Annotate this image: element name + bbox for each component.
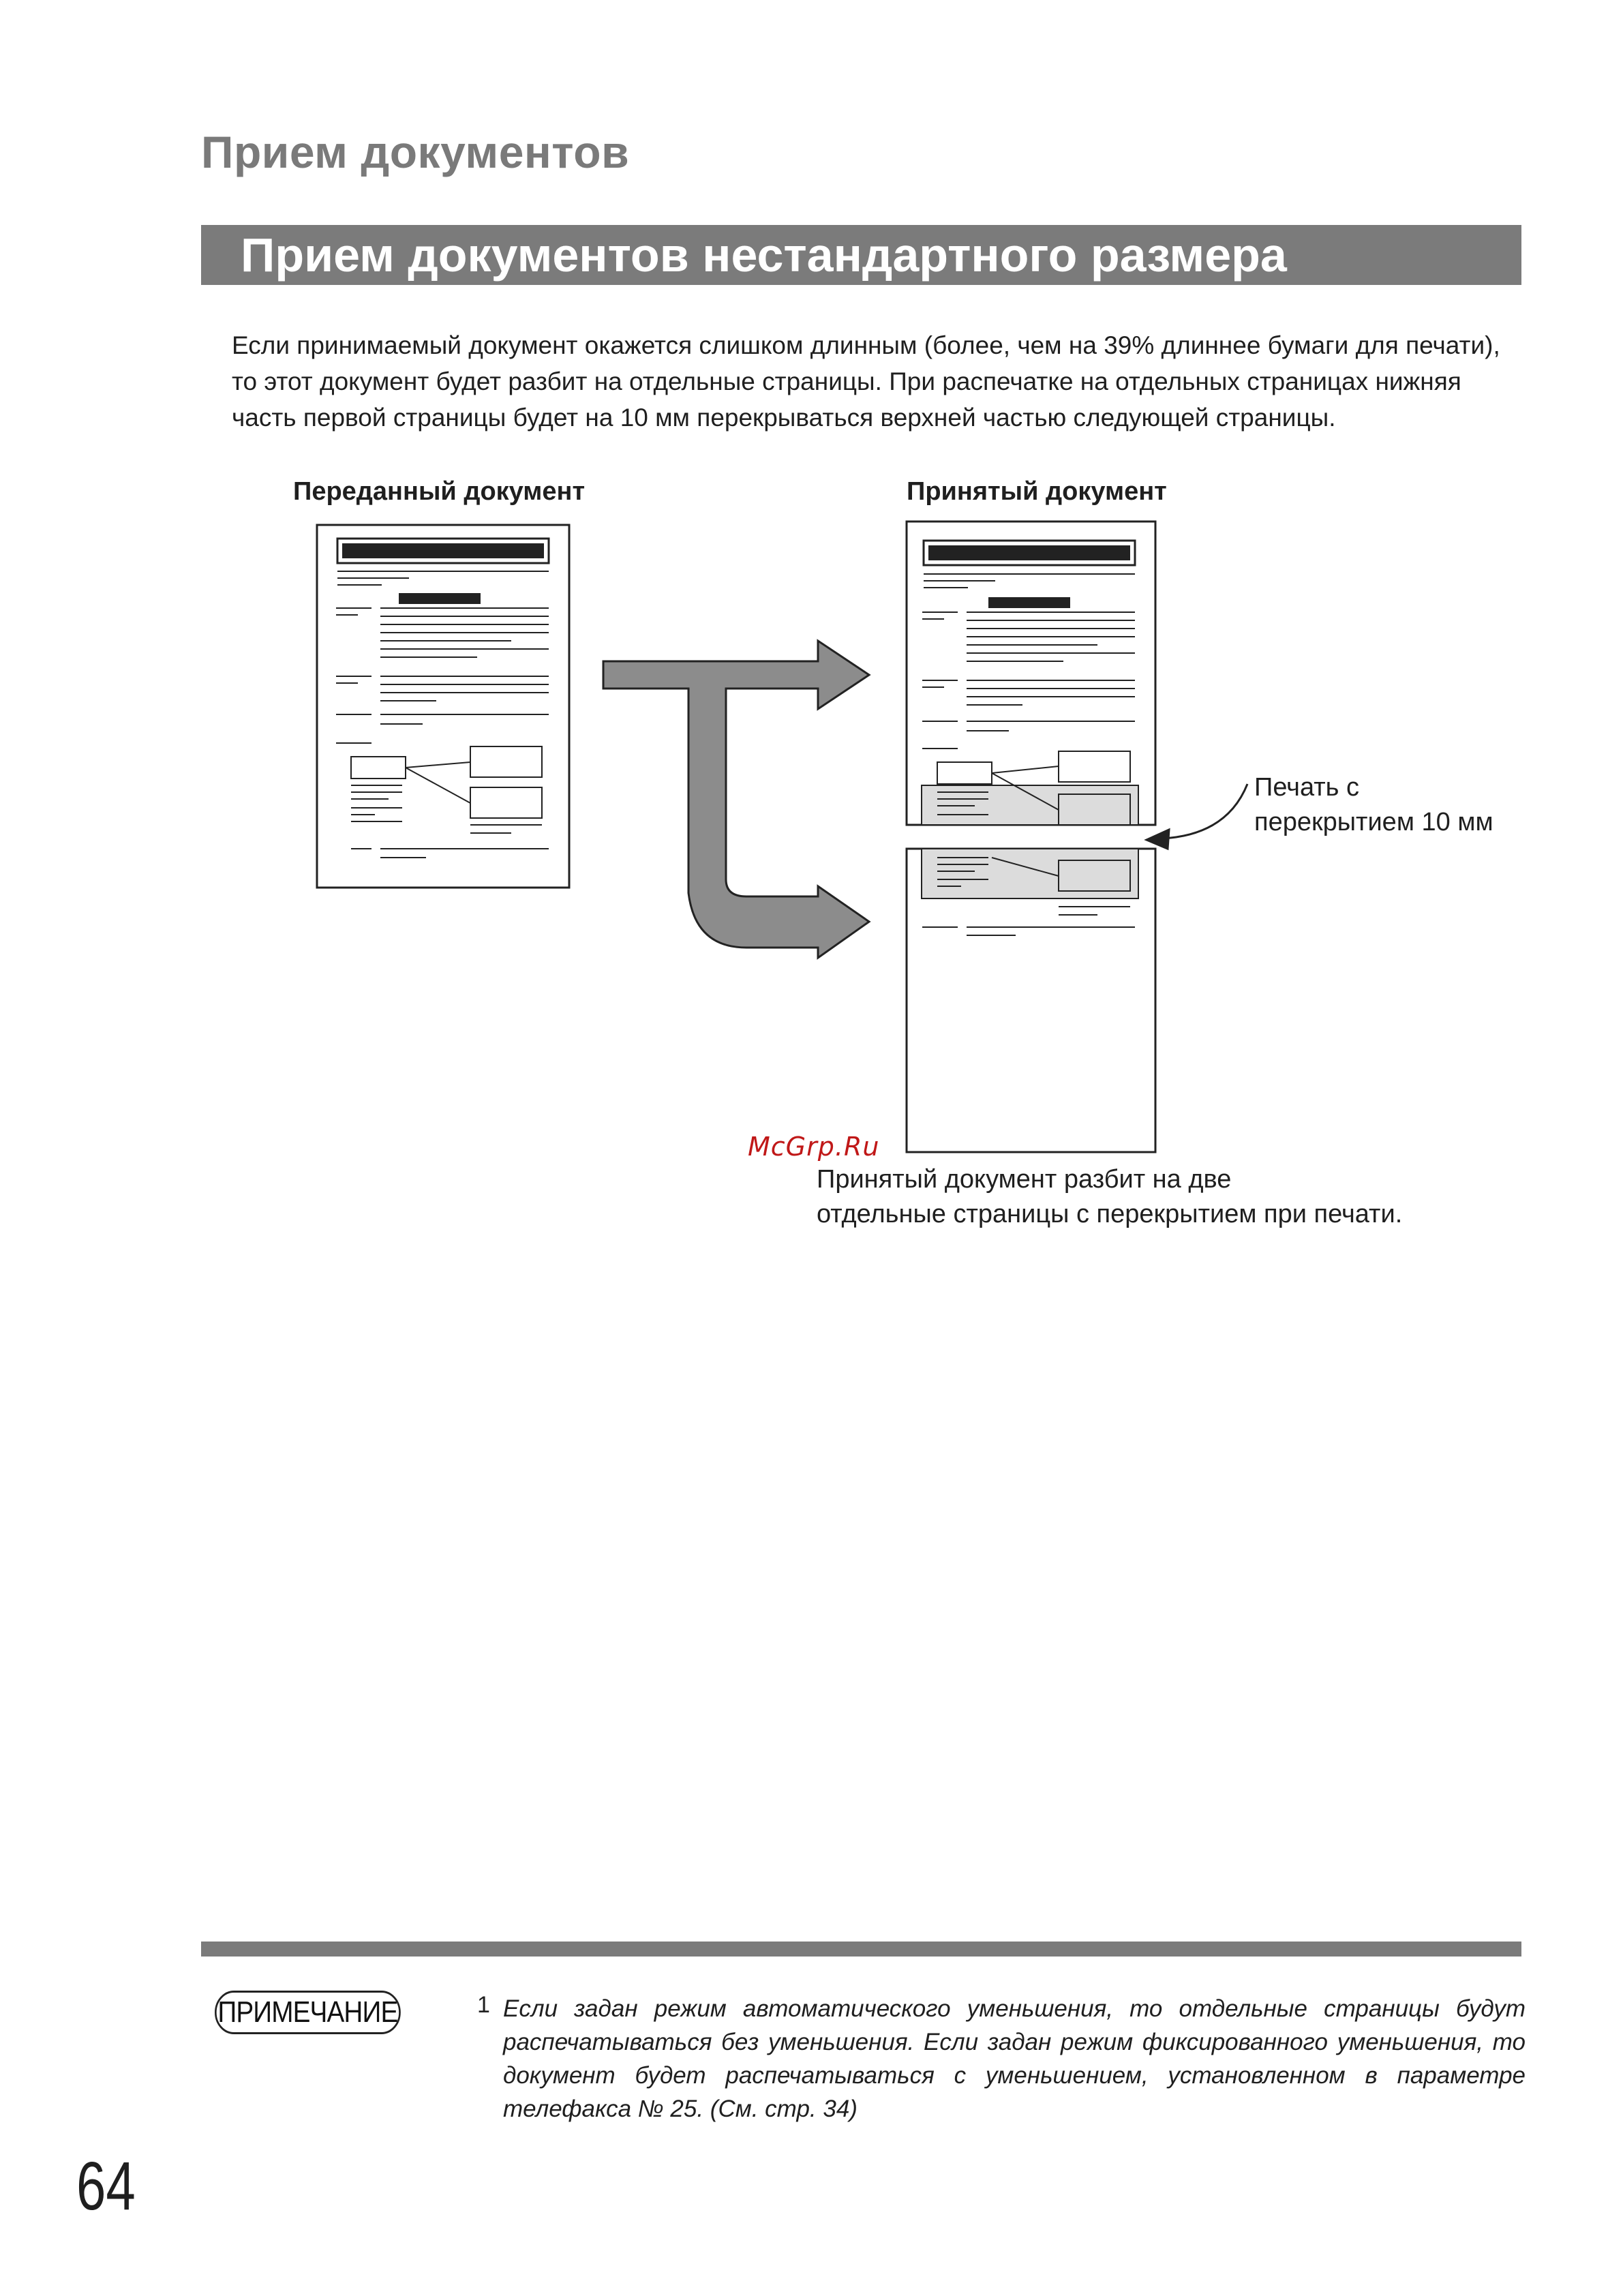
- page-heading: Прием документов нестандартного размера: [241, 228, 1287, 282]
- overlap-callout: [1254, 770, 1493, 840]
- caption-line-1: Принятый документ разбит на две: [817, 1165, 1232, 1194]
- caption-line-2: отдельные страницы с перекрытием при печати.: [817, 1200, 1403, 1228]
- diagram-caption: [817, 1162, 1402, 1232]
- divider-bar: [201, 1942, 1521, 1957]
- section-title: Прием документов: [201, 127, 630, 177]
- intro-paragraph: Если принимаемый документ окажется слишком длинным (более, чем на 39% длиннее бумаги для печати), то этот документ будет разбит на отдельные страницы. При распечатке на отдельных страницах нижняя часть первой страницы будет на 10 мм перекрываться верхней частью следующей страницы.: [232, 331, 1500, 432]
- note-number: 1: [477, 1992, 490, 2018]
- note-badge: ПРИМЕЧАНИЕ: [215, 1991, 401, 2034]
- note-text: Если задан режим автоматического уменьшения, то отдельные страницы будут распечатываться без уменьшения. Если задан режим фиксированного уменьшения, то документ будет распечатываться с уменьшением, установленном в параметре телефакса № 25. (См. стр. 34): [503, 1995, 1526, 2122]
- received-page-2-icon: [907, 849, 1155, 1152]
- watermark: McGrp.Ru: [748, 1132, 880, 1162]
- sent-document-icon: [317, 525, 569, 888]
- callout-line-2: перекрытием 10 мм: [1254, 808, 1493, 836]
- callout-arrow: [1147, 784, 1247, 849]
- label-received-document: Принятый документ: [907, 477, 1167, 506]
- callout-line-1: Печать с: [1254, 773, 1360, 802]
- received-page-1-icon: [907, 522, 1155, 825]
- page-number: 64: [76, 2148, 136, 2224]
- label-sent-document: Переданный документ: [293, 477, 586, 506]
- split-arrow: [603, 641, 869, 958]
